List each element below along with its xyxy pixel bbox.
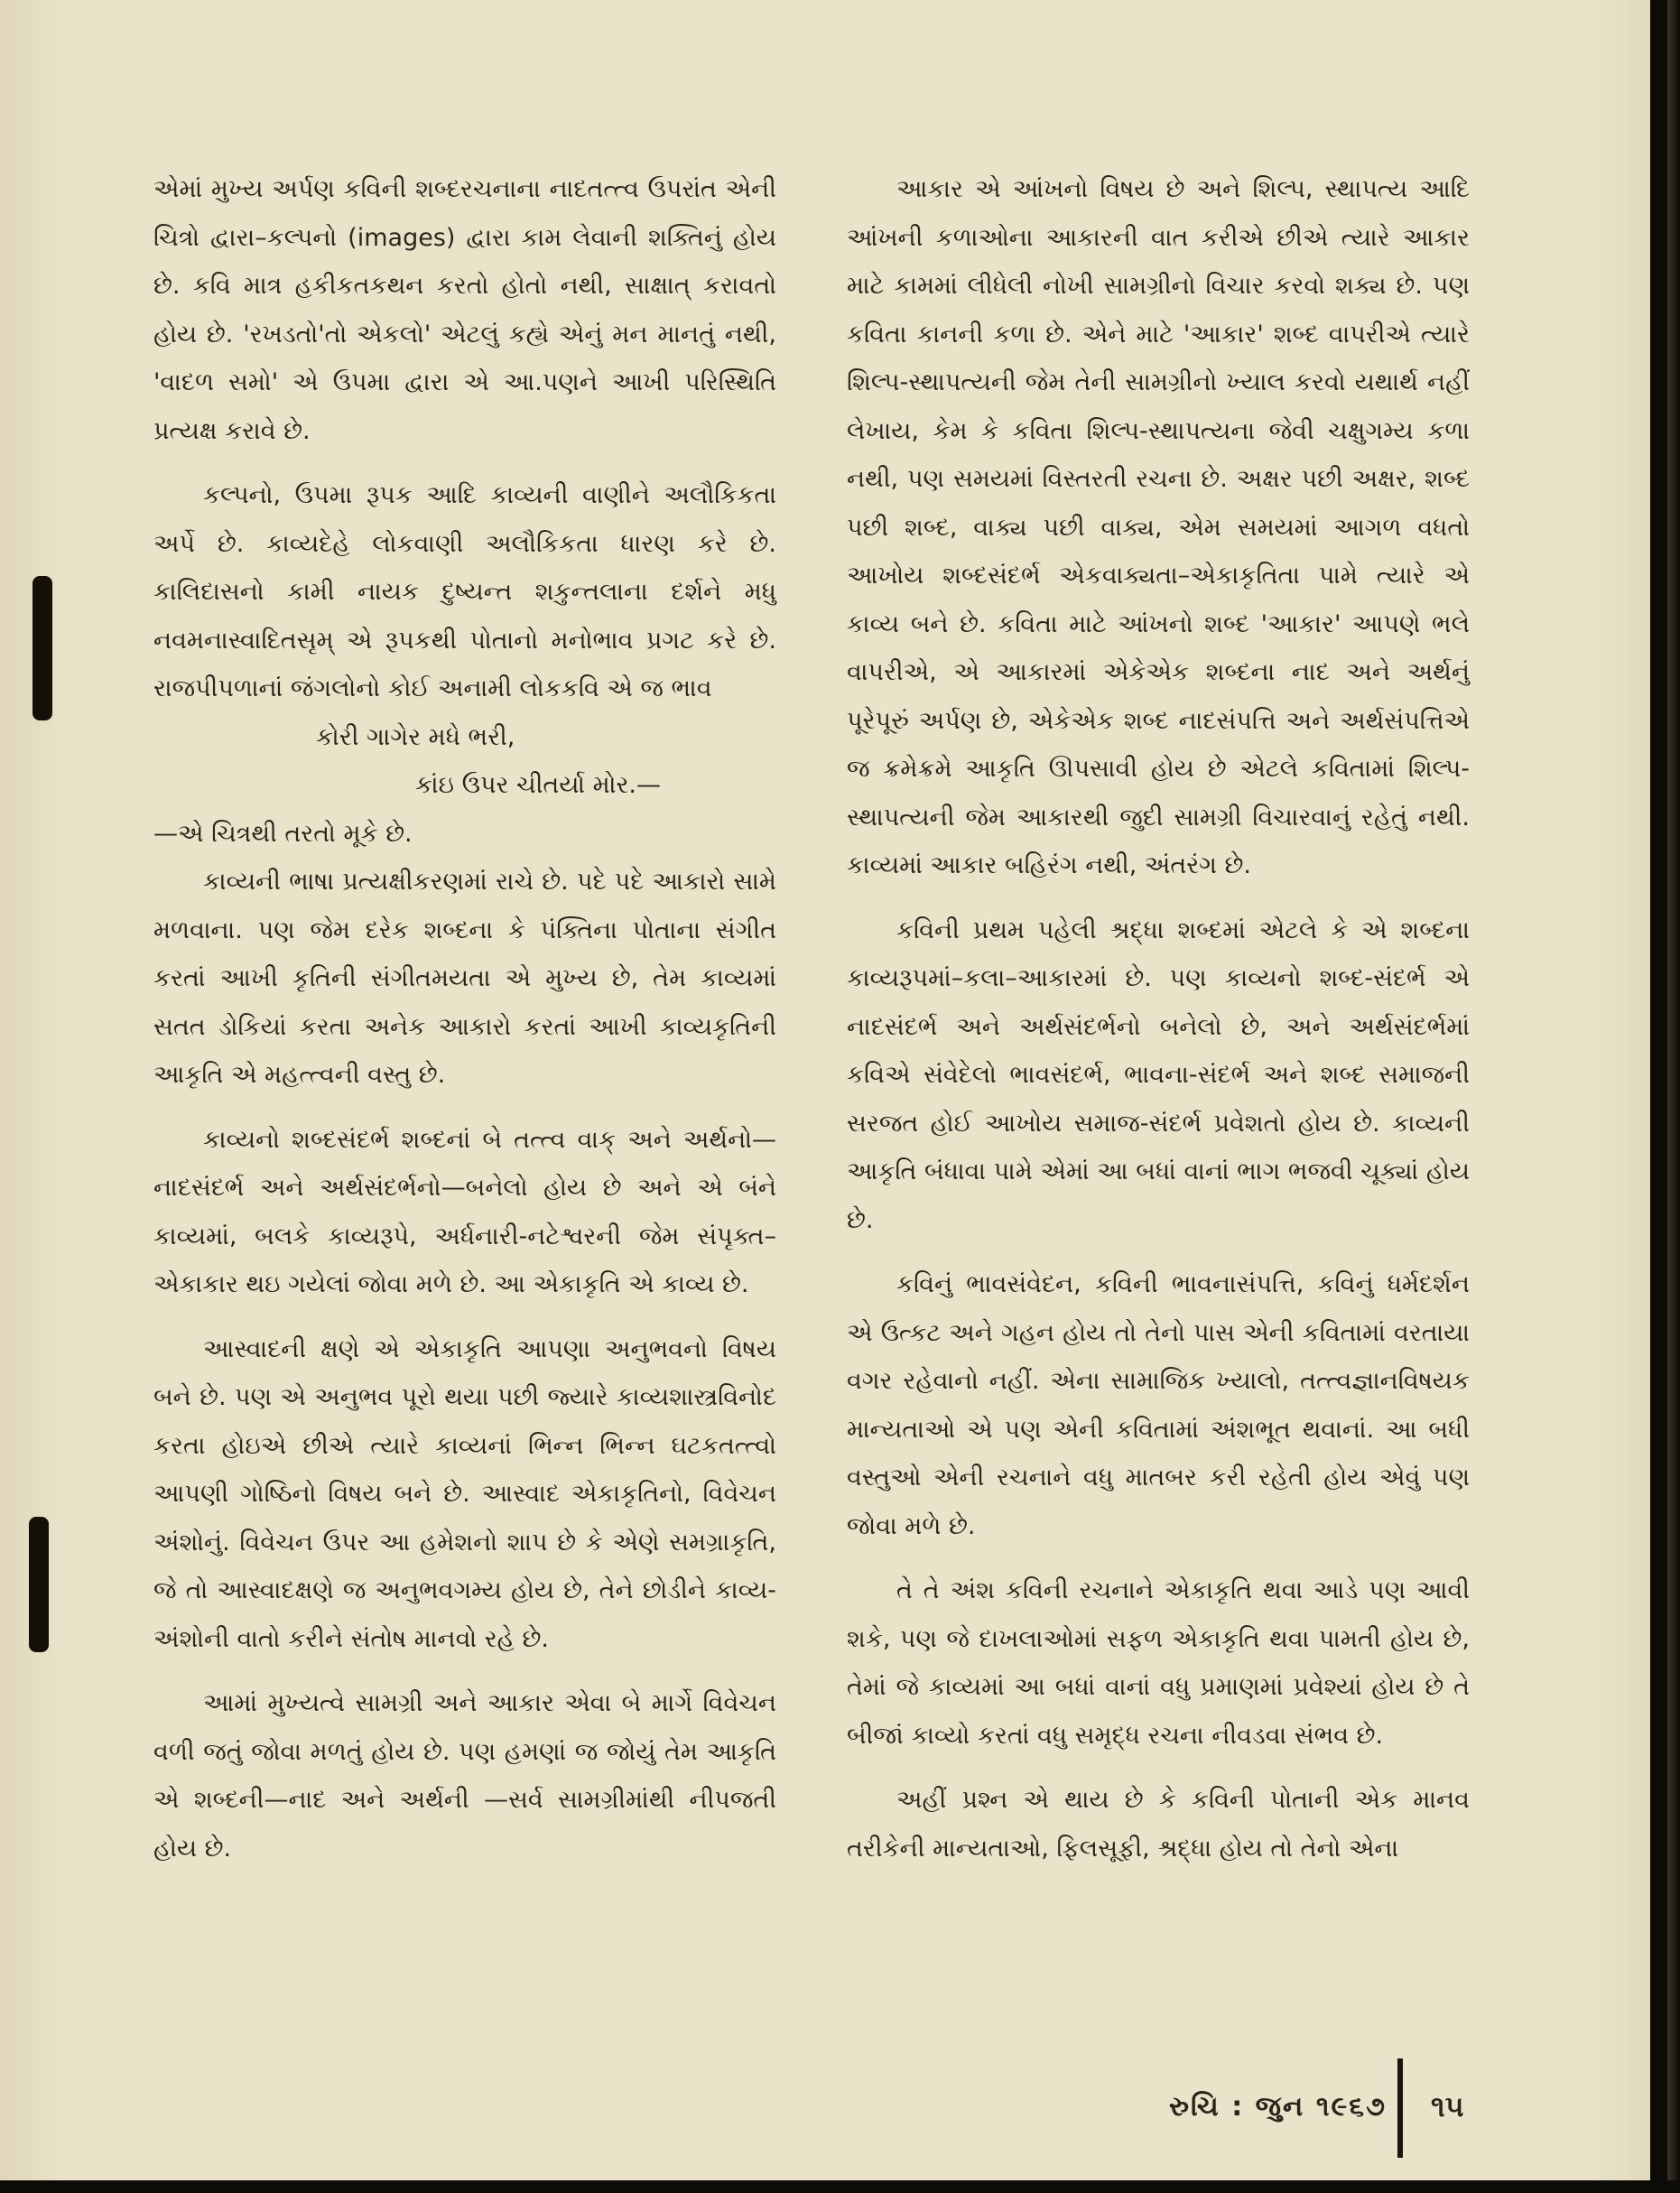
- scan-edge-right: [1667, 0, 1680, 2180]
- journal-footer: રુચિ : જુન ૧૯૬૭: [1169, 2091, 1387, 2123]
- verse-line-1: કોરી ગાગેર મધે ભરી,: [316, 722, 515, 751]
- right-paragraph-1: આકાર એ આંખનો વિષય છે અને શિલ્પ, સ્થાપત્ય આદિ આંખની કળાઓના આકારની વાત કરીએ છીએ ત્યારે આકાર માટે કામમાં લીધેલી નોખી સામગ્રીનો વિચાર કરવો શક્ય છે. પણ કવિતા કાનની કળા છે. એને માટે 'આકાર' શબ્દ વાપરીએ ત્યારે શિલ્પ-સ્થાપત્યની જેમ તેની સામગ્રીનો ખ્યાલ કરવો યથાર્થ નહીં લેખાય, કેમ કે કવિતા શિલ્પ-સ્થાપત્યના જેવી ચક્ષુગમ્ય કળા નથી, પણ સમયમાં વિસ્તરતી રચના છે. અક્ષર પછી અક્ષર, શબ્દ પછી શબ્દ, વાક્ય પછી વાક્ય, એમ સમયમાં આગળ વધતો આખોય શબ્દસંદર્ભ એકવાક્યતા–એકાકૃતિતા પામે ત્યારે એ કાવ્ય બને છે. કવિતા માટે આંખનો શબ્દ 'આકાર' આપણે ભલે વાપરીએ, એ આકારમાં એકેએક શબ્દના નાદ અને અર્થનું પૂરેપૂરું અર્પણ છે, એકેએક શબ્દ નાદસંપત્તિ અને અર્થસંપત્તિએ જ ક્રમેક્રમે આકૃતિ ઊપસાવી હોય છે એટલે કવિતામાં શિલ્પ-સ્થાપત્યની જેમ આકારથી જુદી સામગ્રી વિચારવાનું રહેતું નથી. કાવ્યમાં આકાર બહિરંગ નથી, અંતરંગ છે.: [847, 175, 1470, 879]
- left-column: [153, 165, 776, 1889]
- binding-staple-top: [32, 576, 52, 720]
- right-paragraph-5: અહીં પ્રશ્ન એ થાય છે કે કવિની પોતાની એક માનવ તરીકેની માન્યતાઓ, ફિલસૂફી, શ્રદ્ધા હોય તો તેનો એના: [847, 1786, 1470, 1863]
- right-paragraph-4: તે તે અંશ કવિની રચનાને એકાકૃતિ થવા આડે પણ આવી શકે, પણ જે દાખલાઓમાં સફળ એકાકૃતિ થવા પામતી હોય છે, તેમાં જે કાવ્યમાં આ બધાં વાનાં વધુ પ્રમાણમાં પ્રવેશ્યાં હોય છે તે બીજાં કાવ્યો કરતાં વધુ સમૃદ્ધ રચના નીવડવા સંભવ છે.: [847, 1576, 1470, 1750]
- left-paragraph-1: એમાં મુખ્ય અર્પણ કવિની શબ્દરચનાના નાદતત્ત્વ ઉપરાંત એની ચિત્રો દ્વારા–કલ્પનો (images) દ્વારા કામ લેવાની શક્તિનું હોય છે. કવિ માત્ર હકીકતકથન કરતો હોતો નથી, સાક્ષાત્ કરાવતો હોય છે. 'રખડતો'તો એકલો' એટલું કહ્યે એનું મન માનતું નથી, 'વાદળ સમો' એ ઉપમા દ્વારા એ આ.પણને આખી પરિસ્થિતિ પ્રત્યક્ષ કરાવે છે.: [153, 175, 776, 445]
- left-paragraph-3: —એ ચિત્રથી તરતો મૂકે છે.: [153, 819, 413, 848]
- left-paragraph-6: આસ્વાદની ક્ષણે એ એકાકૃતિ આપણા અનુભવનો વિષય બને છે. પણ એ અનુભવ પૂરો થયા પછી જ્યારે કાવ્યશાસ્ત્રવિનોદ કરતા હોઇએ છીએ ત્યારે કાવ્યનાં ભિન્ન ભિન્ન ઘટકતત્ત્વો આપણી ગોષ્ઠિનો વિષય બને છે. આસ્વાદ એકાકૃતિનો, વિવેચન અંશોનું. વિવેચન ઉપર આ હમેશનો શાપ છે કે એણે સમગ્રાકૃતિ, જે તો આસ્વાદક્ષણે જ અનુભવગમ્ય હોય છે, તેને છોડીને કાવ્ય-અંશોની વાતો કરીને સંતોષ માનવો રહે છે.: [153, 1334, 776, 1653]
- binding-staple-bottom: [29, 1517, 49, 1652]
- left-paragraph-4: કાવ્યની ભાષા પ્રત્યક્ષીકરણમાં રાચે છે. પદે પદે આકારો સામે મળવાના. પણ જેમ દરેક શબ્દના કે પંક્તિના પોતાના સંગીત કરતાં આખી કૃતિની સંગીતમયતા એ મુખ્ય છે, તેમ કાવ્યમાં સતત ડોકિયાં કરતા અનેક આકારો કરતાં આખી કાવ્યકૃતિની આકૃતિ એ મહત્ત્વની વસ્તુ છે.: [153, 868, 776, 1089]
- right-paragraph-3: કવિનું ભાવસંવેદન, કવિની ભાવનાસંપત્તિ, કવિનું ધર્મદર્શન એ ઉત્કટ અને ગહન હોય તો તેનો પાસ એની કવિતામાં વરતાયા વગર રહેવાનો નહીં. એના સામાજિક ખ્યાલો, તત્ત્વજ્ઞાનવિષયક માન્યતાઓ એ પણ એની કવિતામાં અંશભૂત થવાનાં. આ બધી વસ્તુઓ એની રચનાને વધુ માતબર કરી રહેતી હોય એવું પણ જોવા મળે છે.: [847, 1270, 1470, 1540]
- scan-edge-bottom: [0, 2180, 1680, 2193]
- right-column: [847, 165, 1470, 1889]
- left-paragraph-7: આમાં મુખ્યત્વે સામગ્રી અને આકાર એવા બે માર્ગે વિવેચન વળી જતું જોવા મળતું હોય છે. પણ હમણાં જ જોયું તેમ આકૃતિ એ શબ્દની—નાદ અને અર્થની —સર્વ સામગ્રીમાંથી નીપજતી હોય છે.: [153, 1689, 776, 1863]
- left-paragraph-2: કલ્પનો, ઉપમા રૂપક આદિ કાવ્યની વાણીને અલૌકિકતા અર્પે છે. કાવ્યદેહે લોકવાણી અલૌકિકતા ધારણ કરે છે. કાલિદાસનો કામી નાયક દુષ્યન્ત શકુન્તલાના દર્શને મધુ નવમનાસ્વાદિતસૃમ્ એ રૂપકથી પોતાનો મનોભાવ પ્રગટ કરે છે. રાજપીપળાનાં જંગલોનો કોઈ અનામી લોકકવિ એ જ ભાવ: [153, 481, 776, 702]
- page-number: ૧૫: [1431, 2089, 1464, 2123]
- right-paragraph-2: કવિની પ્રથમ પહેલી શ્રદ્ધા શબ્દમાં એટલે કે એ શબ્દના કાવ્યરૂપમાં–કલા–આકારમાં છે. પણ કાવ્યનો શબ્દ-સંદર્ભ એ નાદસંદર્ભ અને અર્થસંદર્ભનો બનેલો છે, અને અર્થસંદર્ભમાં કવિએ સંવેદેલો ભાવસંદર્ભ, ભાવના-સંદર્ભ અને શબ્દ સમાજની સરજત હોઈ આખોય સમાજ-સંદર્ભ પ્રવેશતો હોય છે. કાવ્યની આકૃતિ બંધાવા પામે એમાં આ બધાં વાનાં ભાગ ભજવી ચૂક્યાં હોય છે.: [847, 915, 1470, 1234]
- footer-divider: [1397, 2058, 1403, 2158]
- left-paragraph-5: કાવ્યનો શબ્દસંદર્ભ શબ્દનાં બે તત્ત્વ વાક્ અને અર્થનો—નાદસંદર્ભ અને અર્થસંદર્ભનો—બનેલો હોય છે અને એ બંને કાવ્યમાં, બલકે કાવ્યરૂપે, અર્ધનારી-નટેશ્વરની જેમ સંપૃક્ત–એકાકાર થઇ ગયેલાં જોવા મળે છે. આ એકાકૃતિ એ કાવ્ય છે.: [153, 1125, 776, 1298]
- verse-line-2: કાંઇ ઉપર ચીતર્યા મોર.—: [415, 771, 661, 799]
